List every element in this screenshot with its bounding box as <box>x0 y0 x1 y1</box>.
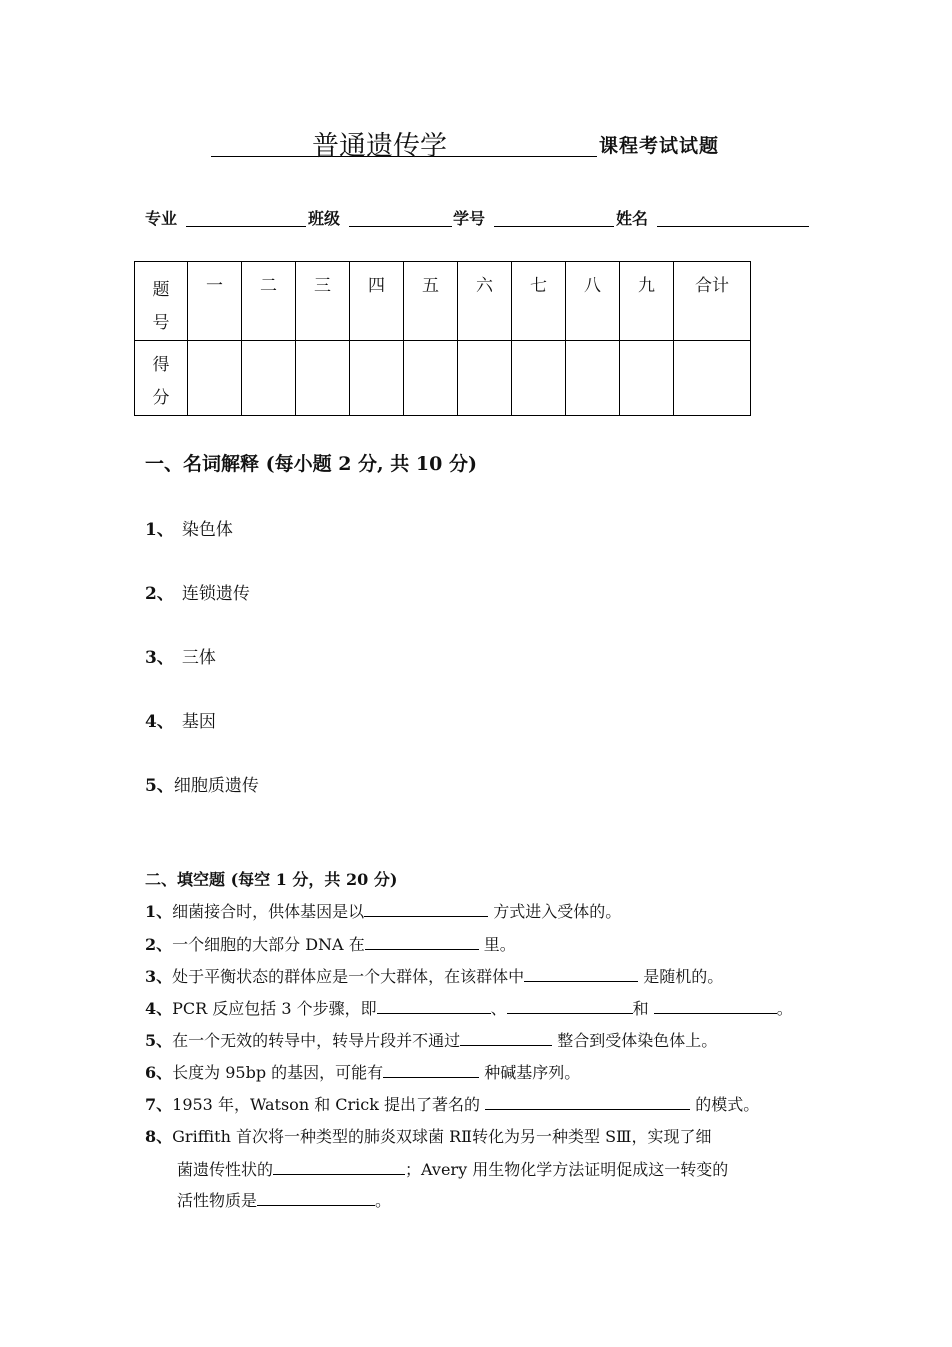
score-cell[interactable] <box>242 341 296 416</box>
score-cell[interactable] <box>566 341 620 416</box>
fill-question-8: 8、Griffith 首次将一种类型的肺炎双球菌 RⅡ转化为另一种类型 SⅢ，实现了细 <box>145 1127 712 1146</box>
table-row <box>135 262 751 341</box>
column-header: 九 <box>620 262 674 341</box>
question-number-header: 题 号 <box>135 262 188 341</box>
column-header: 五 <box>404 262 458 341</box>
score-cell[interactable] <box>404 341 458 416</box>
term-item: 2、 连锁遗传 <box>145 584 250 604</box>
answer-blank[interactable] <box>460 1029 552 1046</box>
column-header: 三 <box>296 262 350 341</box>
term-item: 5、细胞质遗传 <box>145 776 259 796</box>
class-label: 班级 <box>308 209 341 228</box>
total-header: 合计 <box>674 262 751 341</box>
column-header: 一 <box>188 262 242 341</box>
column-header: 七 <box>512 262 566 341</box>
answer-blank[interactable] <box>485 1093 690 1110</box>
fill-question-2: 2、一个细胞的大部分 DNA 在 里。 <box>145 935 516 954</box>
total-score-cell[interactable] <box>674 341 751 416</box>
student-id-label: 学号 <box>453 209 486 228</box>
column-header: 六 <box>458 262 512 341</box>
major-blank <box>186 226 306 227</box>
term-item: 3、 三体 <box>145 648 216 668</box>
answer-blank[interactable] <box>364 900 488 917</box>
term-item: 1、 染色体 <box>145 520 233 540</box>
column-header: 八 <box>566 262 620 341</box>
course-title: 普通遗传学 <box>312 131 447 162</box>
name-blank <box>657 226 809 227</box>
class-blank <box>349 226 452 227</box>
score-table <box>134 261 751 416</box>
section1-title: 一、名词解释 (每小题 2 分, 共 10 分) <box>145 453 477 475</box>
answer-blank[interactable] <box>365 933 479 950</box>
score-cell[interactable] <box>458 341 512 416</box>
table-row <box>135 341 751 416</box>
fill-question-8-line2: 菌遗传性状的 ；Avery 用生物化学方法证明促成这一转变的 <box>177 1160 729 1179</box>
answer-blank[interactable] <box>654 997 777 1014</box>
answer-blank[interactable] <box>524 965 638 982</box>
student-id-blank <box>494 226 614 227</box>
major-label: 专业 <box>145 209 178 228</box>
fill-question-1: 1、细菌接合时，供体基因是以 方式进入受体的。 <box>145 902 622 921</box>
score-cell[interactable] <box>188 341 242 416</box>
score-cell[interactable] <box>350 341 404 416</box>
fill-question-8-line3: 活性物质是 。 <box>177 1191 392 1210</box>
fill-question-3: 3、处于平衡状态的群体应是一个大群体，在该群体中 是随机的。 <box>145 967 724 986</box>
name-label: 姓名 <box>616 209 649 228</box>
score-cell[interactable] <box>620 341 674 416</box>
fill-question-5: 5、在一个无效的转导中，转导片段并不通过 整合到受体染色体上。 <box>145 1031 718 1050</box>
column-header: 四 <box>350 262 404 341</box>
fill-question-4: 4、PCR 反应包括 3 个步骤，即 、 和 。 <box>145 999 793 1018</box>
column-header: 二 <box>242 262 296 341</box>
answer-blank[interactable] <box>507 997 633 1014</box>
score-cell[interactable] <box>296 341 350 416</box>
term-item: 4、 基因 <box>145 712 216 732</box>
score-cell[interactable] <box>512 341 566 416</box>
answer-blank[interactable] <box>383 1061 479 1078</box>
answer-blank[interactable] <box>273 1158 405 1175</box>
section2-title: 二、填空题 (每空 1 分，共 20 分) <box>145 870 398 889</box>
answer-blank[interactable] <box>377 997 491 1014</box>
fill-question-7: 7、1953 年，Watson 和 Crick 提出了著名的 的模式。 <box>145 1095 760 1114</box>
fill-question-6: 6、长度为 95bp 的基因，可能有 种碱基序列。 <box>145 1063 581 1082</box>
exam-title-suffix: 课程考试试题 <box>599 135 720 157</box>
score-label: 得 分 <box>135 341 188 416</box>
answer-blank[interactable] <box>257 1189 375 1206</box>
